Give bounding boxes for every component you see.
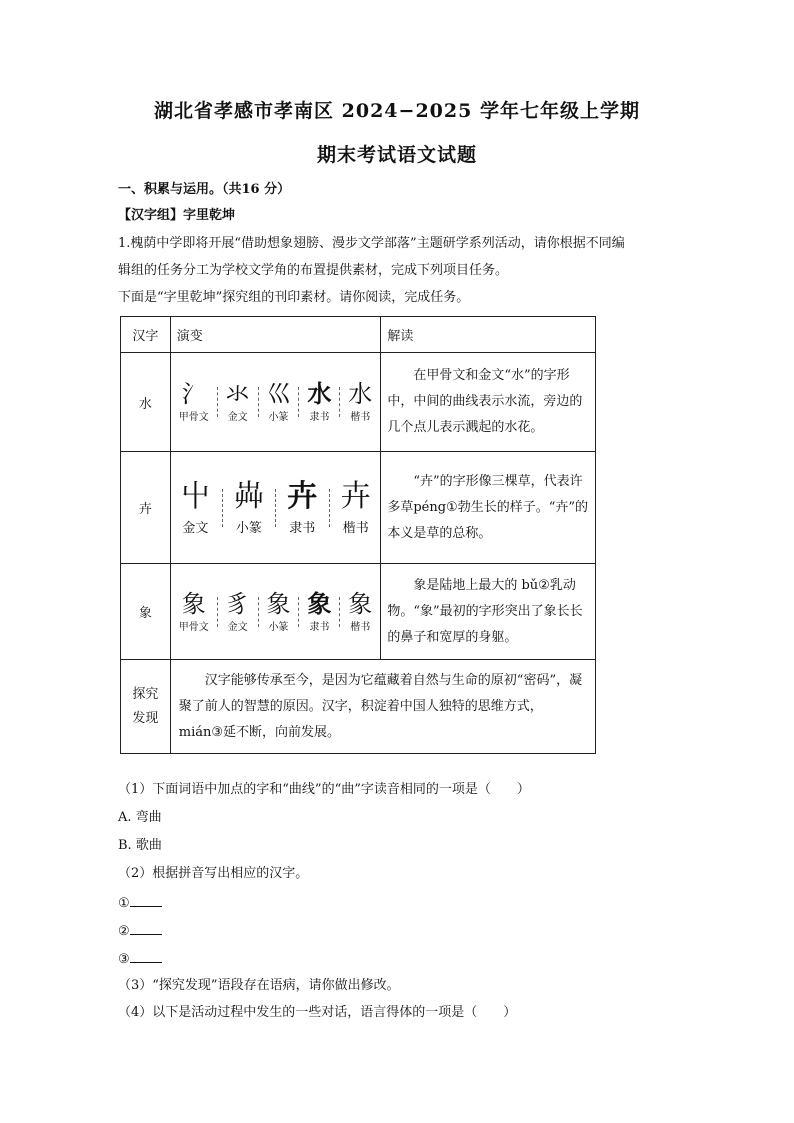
evolution-cell bbox=[170, 353, 381, 452]
glyph: 象 bbox=[181, 589, 206, 618]
divider bbox=[258, 597, 259, 627]
glyph: 巛 bbox=[266, 380, 291, 408]
interpretation-cell: “卉”的字形像三棵草，代表许多草péng①勃生长的样子。“卉”的本义是草的总称。 bbox=[381, 452, 596, 564]
subquestion-4: （4）以下是活动过程中发生的一些对话，语言得体的一项是（ ） bbox=[118, 1005, 517, 1020]
table-row bbox=[121, 660, 596, 754]
character-table bbox=[120, 316, 596, 754]
header-interpretation: 解读 bbox=[381, 317, 596, 353]
glyph-label: 楷书 bbox=[350, 621, 371, 633]
glyph-label: 甲骨文 bbox=[178, 412, 209, 423]
divider bbox=[298, 387, 299, 417]
glyph: 卉 bbox=[340, 478, 371, 514]
glyph: 卉 bbox=[287, 478, 318, 514]
section-heading: 一、积累与运用。（共16 分） bbox=[118, 182, 291, 197]
tansuo-text: 汉字能够传承至今，是因为它蕴藏着自然与生命的原初“密码”，凝聚了前人的智慧的原因。汉字，积淀着中国人独特的思维方式，mián③延不断，向前发展。 bbox=[170, 660, 595, 754]
divider bbox=[298, 597, 299, 627]
header-char: 汉字 bbox=[121, 317, 171, 353]
glyph-label: 楷书 bbox=[350, 412, 371, 423]
row-char: 象 bbox=[121, 564, 171, 660]
glyph-form bbox=[234, 478, 264, 538]
divider bbox=[222, 489, 223, 527]
subquestion-1: （1）下面词语中加点的字和“曲线”的“曲”字读音相同的一项是（ ） bbox=[118, 782, 530, 797]
divider bbox=[329, 489, 330, 527]
glyph-form bbox=[267, 589, 291, 635]
option-a: A. 弯曲 bbox=[118, 810, 162, 825]
question1-line2: 辑组的任务分工为学校文学角的布置提供素材，完成下列项目任务。 bbox=[118, 263, 509, 278]
question1-line1: 1.槐荫中学即将开展“借助想象翅膀、漫步文学部落”主题研学系列活动，请你根据不同编 bbox=[118, 236, 625, 251]
glyph-label: 小篆 bbox=[235, 520, 262, 536]
blank-line[interactable] bbox=[130, 948, 162, 963]
glyph-form bbox=[180, 478, 210, 538]
glyph-label: 金文 bbox=[227, 621, 248, 633]
table-row bbox=[121, 452, 596, 564]
glyph-label: 隶书 bbox=[309, 621, 330, 633]
answer-blank-2 bbox=[118, 920, 162, 942]
evolution-cell bbox=[170, 564, 381, 660]
glyph: 水 bbox=[307, 379, 332, 408]
glyph-label: 隶书 bbox=[289, 520, 316, 536]
divider bbox=[258, 387, 259, 417]
blank-number: ② bbox=[118, 924, 130, 939]
exam-title-line2: 期末考试语文试题 bbox=[316, 144, 477, 166]
glyph-form bbox=[267, 379, 291, 425]
blank-line[interactable] bbox=[130, 920, 162, 935]
row-char: 水 bbox=[121, 353, 171, 452]
interpretation-cell: 象是陆地上最大的 bǔ②乳动物。“象”最初的字形突出了象长长的鼻子和宽厚的身躯。 bbox=[381, 564, 596, 660]
glyph-label: 隶书 bbox=[309, 412, 330, 423]
tansuo-label: 探究发现 bbox=[121, 660, 171, 754]
glyph: 屮 bbox=[180, 478, 211, 514]
glyph-form bbox=[341, 478, 371, 538]
glyph: 象 bbox=[266, 589, 291, 618]
glyph-label: 楷书 bbox=[342, 520, 369, 536]
glyph-label: 金文 bbox=[182, 520, 209, 536]
glyph-label: 金文 bbox=[227, 412, 248, 423]
glyph: 氵 bbox=[181, 380, 206, 408]
divider bbox=[217, 597, 218, 627]
evolution-cell bbox=[170, 452, 381, 564]
glyph-form bbox=[348, 379, 372, 425]
question1-line3: 下面是“字里乾坤”探究组的刊印素材。请你阅读，完成任务。 bbox=[118, 290, 470, 305]
glyph-label: 甲骨文 bbox=[178, 621, 209, 633]
divider bbox=[339, 597, 340, 627]
option-b: B. 歌曲 bbox=[118, 838, 162, 853]
divider bbox=[217, 387, 218, 417]
glyph: 芔 bbox=[233, 478, 264, 514]
answer-blank-3 bbox=[118, 948, 162, 970]
glyph-form bbox=[226, 379, 250, 425]
glyph-label: 小篆 bbox=[268, 412, 289, 423]
glyph: 氺 bbox=[225, 380, 250, 408]
table-row bbox=[121, 564, 596, 660]
blank-line[interactable] bbox=[130, 892, 162, 907]
glyph: 豸 bbox=[225, 589, 250, 618]
table-row bbox=[121, 353, 596, 452]
glyph-form bbox=[348, 589, 372, 635]
glyph-form bbox=[287, 478, 317, 538]
divider bbox=[339, 387, 340, 417]
row-char: 卉 bbox=[121, 452, 171, 564]
blank-number: ③ bbox=[118, 952, 130, 967]
divider bbox=[275, 489, 276, 527]
glyph-form bbox=[226, 589, 250, 635]
glyph: 象 bbox=[348, 589, 373, 618]
glyph: 象 bbox=[307, 588, 332, 618]
blank-number: ① bbox=[118, 896, 130, 911]
header-evolution: 演变 bbox=[170, 317, 381, 353]
interpretation-cell: 在甲骨文和金文“水”的字形中，中间的曲线表示水流，旁边的几个点儿表示溅起的水花。 bbox=[381, 353, 596, 452]
subquestion-2: （2）根据拼音写出相应的汉字。 bbox=[118, 866, 309, 881]
exam-title-line1: 湖北省孝感市孝南区 2024−2025 学年七年级上学期 bbox=[154, 100, 640, 122]
glyph-form bbox=[307, 379, 331, 425]
subquestion-3: （3）“探究发现”语段存在语病，请你做出修改。 bbox=[118, 978, 400, 993]
answer-blank-1 bbox=[118, 892, 162, 914]
glyph: 水 bbox=[348, 380, 373, 408]
glyph-form bbox=[179, 589, 209, 635]
glyph-form bbox=[179, 379, 209, 425]
table-header-row bbox=[121, 317, 596, 353]
glyph-label: 小篆 bbox=[268, 621, 289, 633]
subsection-heading: 【汉字组】字里乾坤 bbox=[118, 208, 236, 223]
glyph-form bbox=[307, 589, 331, 635]
